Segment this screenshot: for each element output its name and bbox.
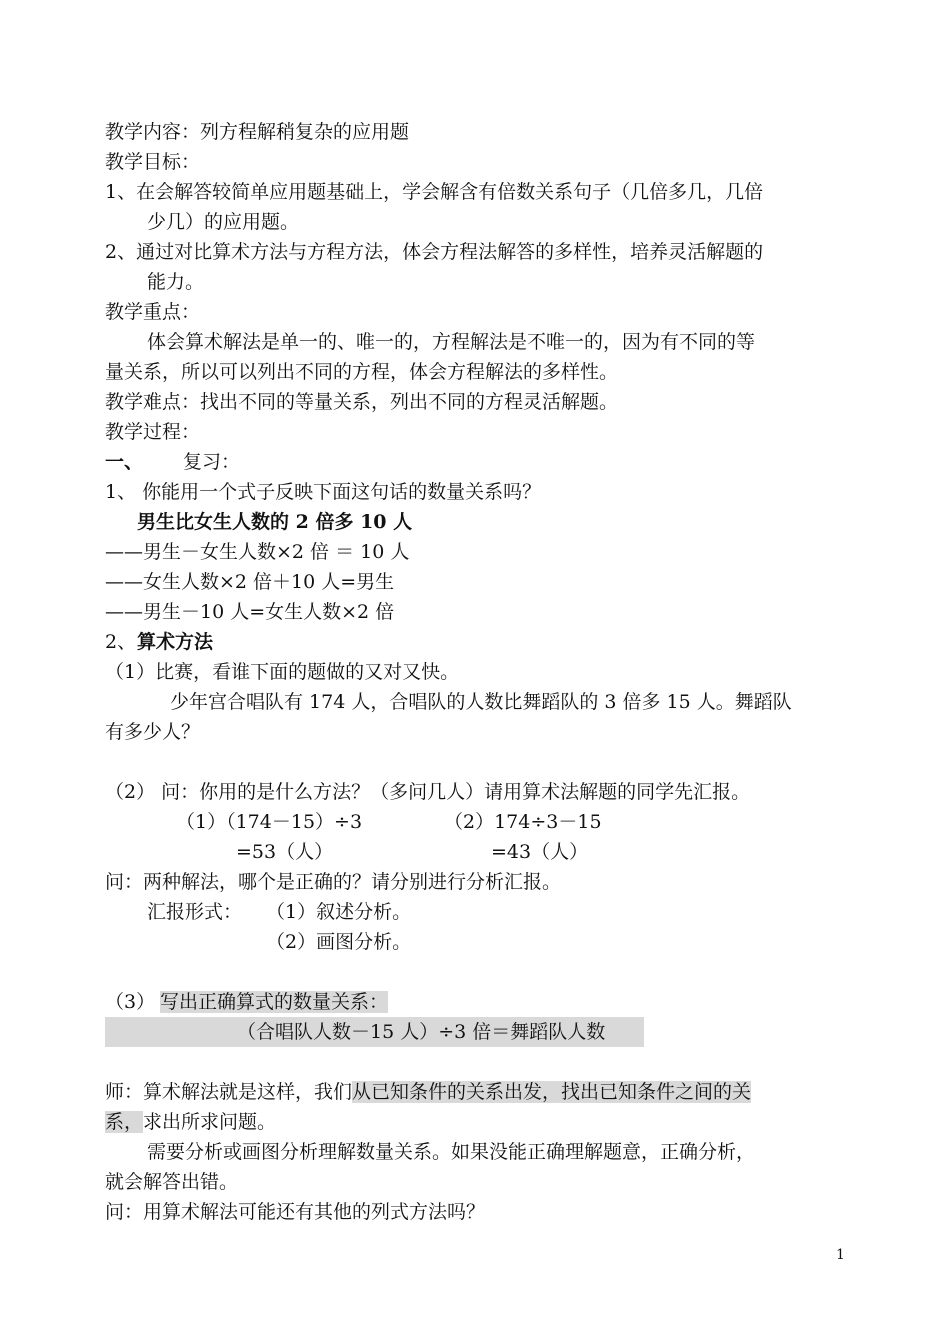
teaching-focus-heading: 教学重点： [105,301,201,323]
teacher-summary-start: 师：算术解法就是这样，我们 [105,1081,353,1103]
question-1-line: 1、 你能用一个式子反映下面这句话的数量关系吗？ [105,481,542,503]
section-one-number: 一、 [105,451,144,473]
focus-paragraph-line-2: 量关系，所以可以列出不同的方程，体会方程解法的多样性。 [105,361,619,383]
teaching-difficulty-line: 教学难点：找出不同的等量关系，列出不同的方程灵活解题。 [105,391,619,413]
step-3-text-wrap [160,987,460,1017]
relation-1: ——男生－女生人数×2 倍 ＝ 10 人 [105,541,410,563]
teaching-content-line: 教学内容：列方程解稍复杂的应用题 [105,121,410,143]
correct-relation: （合唱队人数－15 人）÷3 倍＝舞蹈队人数 [237,1021,606,1043]
final-question: 问：用算术解法可能还有其他的列式方法吗？ [105,1201,486,1223]
key-sentence: 男生比女生人数的 2 倍多 10 人 [137,511,413,533]
step-2-line: （2） 问：你用的是什么方法？（多问几人）请用算术法解题的同学先汇报。 [105,781,751,803]
relation-2: ——女生人数×2 倍＋10 人=男生 [105,571,395,593]
step-1-line: （1）比赛，看谁下面的题做的又对又快。 [105,661,460,683]
teacher-summary-end: 求出所求问题。 [143,1111,277,1133]
analysis-note-line-2: 就会解答出错。 [105,1171,239,1193]
goal-1-line-1: 1、在会解答较简单应用题基础上，学会解含有倍数关系句子（几倍多几，几倍 [105,181,764,203]
teacher-summary-line-2 [105,1107,850,1137]
teacher-summary-highlight: 从已知条件的关系出发，找出已知条件之间的关 [352,1081,752,1103]
step-3-number: （3） [105,991,156,1013]
step-3-text: 写出正确算式的数量关系： [160,991,389,1013]
solution-2-expression: （2）174÷3－15 [444,811,602,833]
teacher-summary-highlight-end: 系， [105,1111,144,1133]
correct-relation-band [105,1017,644,1047]
focus-paragraph-line-1: 体会算术解法是单一的、唯一的，方程解法是不唯一的，因为有不同的等 [147,331,756,353]
report-format-1: （1）叙述分析。 [266,901,412,923]
teaching-process-heading: 教学过程： [105,421,201,443]
section-one-title: 复习： [183,451,241,473]
subsection-2-title: 算术方法 [137,631,214,653]
solution-1-result: =53（人） [236,841,334,863]
report-format-2: （2）画图分析。 [266,931,412,953]
goal-1-line-2: 少几）的应用题。 [147,211,300,233]
page-number: 1 [836,1247,845,1263]
solution-2-result: =43（人） [491,841,589,863]
report-format-label: 汇报形式： [147,901,243,923]
problem-line-1: 少年宫合唱队有 174 人，合唱队的人数比舞蹈队的 3 倍多 15 人。舞蹈队 [170,691,792,713]
analysis-note-line-1: 需要分析或画图分析理解数量关系。如果没能正确理解题意，正确分析， [147,1141,756,1163]
problem-line-2: 有多少人？ [105,721,201,743]
teacher-summary-line-1 [105,1077,850,1107]
question-two-methods: 问：两种解法，哪个是正确的？请分别进行分析汇报。 [105,871,562,893]
solution-1-expression: （1）（174－15）÷3 [176,811,363,833]
teaching-goals-heading: 教学目标： [105,151,201,173]
goal-2-line-2: 能力。 [147,271,205,293]
relation-3: ——男生－10 人=女生人数×2 倍 [105,601,395,623]
subsection-2-number: 2、 [105,631,137,653]
goal-2-line-1: 2、通过对比算术方法与方程方法，体会方程法解答的多样性，培养灵活解题的 [105,241,764,263]
